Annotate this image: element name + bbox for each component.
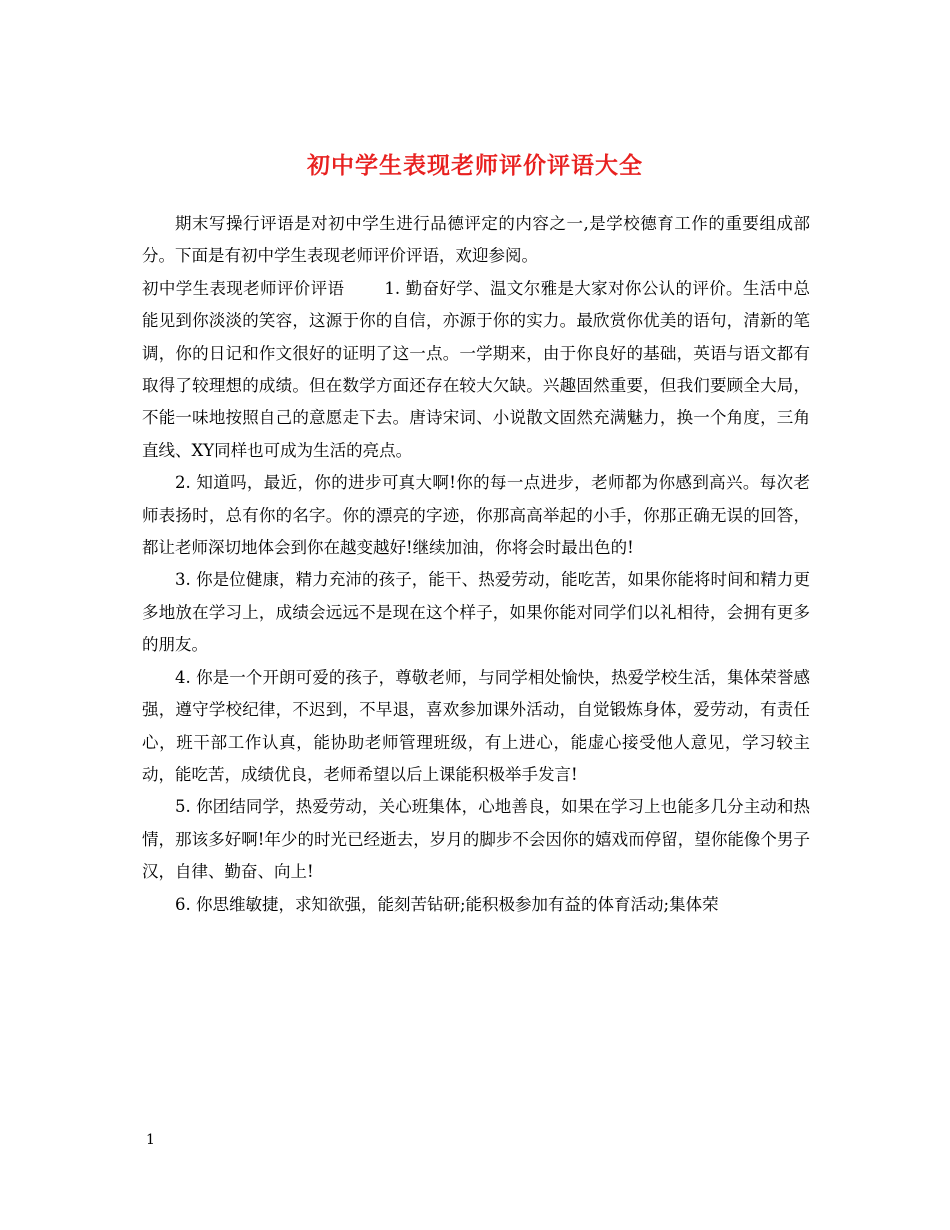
item-paragraph-5: 5. 你团结同学，热爱劳动，关心班集体，心地善良，如果在学习上也能多几分主动和热情，那该多好啊!年少的时光已经逝去，岁月的脚步不会因你的嬉戏而停留，望你能像个男子汉，自律、勤奋、向上! [142, 797, 810, 882]
item-paragraph-6: 6. 你思维敏捷，求知欲强，能刻苦钻研;能积极参加有益的体育活动;集体荣 [175, 894, 719, 914]
document-body [142, 208, 810, 921]
document-title: 初中学生表现老师评价评语大全 [307, 152, 643, 180]
item-text-1: 1. 勤奋好学、温文尔雅是大家对你公认的评价。生活中总能见到你淡淡的笑容，这源于你的自信，亦源于你的实力。最欣赏你优美的语句，清新的笔调，你的日记和作文很好的证明了这一点。一学期来，由于你良好的基础，英语与语文都有取得了较理想的成绩。但在数学方面还存在较大欠缺。兴趣固然重要，但我们要顾全大局，不能一味地按照自己的意愿走下去。唐诗宋词、小说散文固然充满魅力，换一个角度，三角直线、XY同样也可成为生活的亮点。 [142, 278, 810, 460]
item-paragraph-4: 4. 你是一个开朗可爱的孩子，尊敬老师，与同学相处愉快，热爱学校生活，集体荣誉感强，遵守学校纪律，不迟到，不早退，喜欢参加课外活动，自觉锻炼身体，爱劳动，有责任心，班干部工作认真，能协助老师管理班级，有上进心，能虚心接受他人意见，学习较主动，能吃苦，成绩优良，老师希望以后上课能积极举手发言! [142, 667, 810, 784]
page-number: 1 [146, 1132, 155, 1148]
section-heading: 初中学生表现老师评价评语 [142, 278, 345, 298]
item-paragraph-3: 3. 你是位健康，精力充沛的孩子，能干、热爱劳动，能吃苦，如果你能将时间和精力更多地放在学习上，成绩会远远不是现在这个样子，如果你能对同学们以礼相待，会拥有更多的朋友。 [142, 570, 810, 655]
intro-paragraph: 期末写操行评语是对初中学生进行品德评定的内容之一,是学校德育工作的重要组成部分。下面是有初中学生表现老师评价评语，欢迎参阅。 [142, 214, 810, 266]
item-paragraph-2: 2. 知道吗，最近，你的进步可真大啊!你的每一点进步，老师都为你感到高兴。每次老师表扬时，总有你的名字。你的漂亮的字迹，你那高高举起的小手，你那正确无误的回答，都让老师深切地体会到你在越变越好!继续加油，你将会时最出色的! [142, 473, 810, 558]
item-paragraph-1 [142, 273, 810, 467]
